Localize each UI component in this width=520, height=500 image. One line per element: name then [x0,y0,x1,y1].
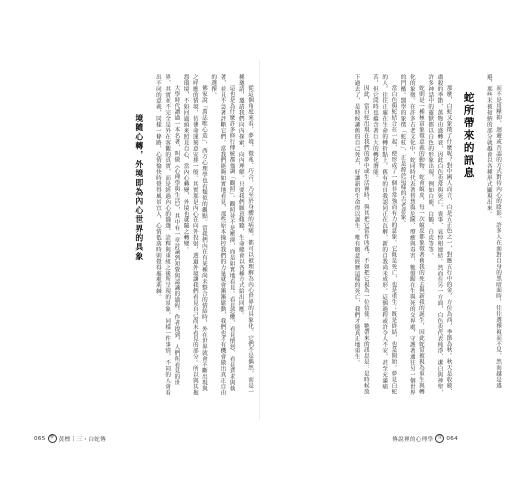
chapter-circle-icon: 參 [48,434,57,443]
left-page-text [18,74,254,396]
right-paragraph-2: 蛇則是一種極富象徵意義的動物。蛇會蛻皮，每一次蛻皮都象徵著舊我的死去與新我的誕生，因此蛇常被視為重生與轉化的象徵。在許多古老文化中，蛇同時代表著智慧與危險、療癒與毒害，牠盤踞在生與死的交界處，守護著通往另一個世界的門檻。醫學的象徵「蛇杖」，正是源於這樣的古老意象。 [399,74,424,396]
chapter-circle-icon: 壹 [435,434,444,443]
left-footer [34,434,106,443]
right-paragraph-3: 當白色與蛇結合在一起，便形成了一個非常強而有力的意象。它既是死亡，也是重生；既是終結，也是開始。夢見白蛇的人，往往正處在生命的轉折點上，舊有的自我認同正在瓦解，新的自我尚未成形。這個過程或許令人不安，甚至充滿痛苦，但它同時也蘊含著巨大的轉化潛能。 [371,74,397,395]
section-heading: 境隨心轉，外境即為內心世界的具象 [134,114,144,262]
right-intro-paragraph: 而不是用壓抑、迴避或否認的方式對待內心的陰影。許多人在面對自身的黑暗面時，往往選擇視而不見，然而越是逃避，那些未被接納的部分就越會以各種形式顯現出來。 [485,74,501,389]
left-paragraph-3: 佛家說「萬法唯心造」，西方心理學也有類似的觀點。當我們內在有某種尚未整合的情結時，外在世界就會不斷出現與之呼應的情境，彷彿命運刻意安排一般。其實那是內心在向外投射，透過外境讓我們看見自己尚未看見的部分。所以與其抱怨環境，不如回過頭來照見自心，當內心轉變，外境也就隨之轉變。 [182,74,207,396]
left-page-number: 065 [34,435,46,442]
left-paragraph-2: 這也是為什麼許多修行傳統都強調「觀照」。觀照並不是壓抑，而是如實地看見。看見恐懼、看見憤怒、看見貪求與執著，並且不急著評斷它們。當我們能夠如實地看見，那些原本操控我們的力量就會漸漸鬆動，我們也才有機會做出真正自由的選擇。 [210,74,235,396]
right-page-number: 064 [446,435,458,442]
chapter-heading: 蛇所帶來的訊息 [462,92,475,180]
left-paragraph-1: 從這個角度來看，夢境、徵兆、巧合，乃至於身體的病痛，都可以被理解為內心世界的具象化。它們不是偶然，而是一種邀請，邀請我們向內探索、向內理解。只要我們願意傾聽，生命總會以各種方式給出回應。 [237,74,253,395]
left-page [18,74,254,396]
left-running-subtitle: 三・白蛇傳 [76,436,107,443]
right-footer [392,434,458,443]
left-running-title: 黃標 [58,436,71,443]
right-paragraph-1: 那麼，白蛇又象徵了什麼呢？對中國人而言，白是五正色之一，對應五行中的金，方位為西，季節為秋。秋天是收斂、肅殺的季節，萬物由盛轉衰，因此白色也常與死亡、喪事、哀悼相連結。然而在另一方面，白色也代表純淨、潔白與神聖，許多神話中的靈獸都以白色的形象出現，例如白鹿、白鶴、白虎等等。 [427,74,452,396]
footer-separator: | [72,435,75,442]
right-page-text [272,74,502,396]
right-paragraph-4: 因此，當白蛇出現在我們的夢中或生活裡時，與其把它當作凶兆，不如把它視為一位信使。牠帶來的訊息是：是時候放下過去了，是時候讓舊的自己死去，好讓新的生命得以誕生。唯有願意經歷這樣的死亡，我們才能真正地重生。 [353,74,369,395]
page-gutter [259,60,260,420]
left-paragraph-4: 大學時代讀過一本名著，叫做《心理學與生活》，其中有一章討論到知覺與認識的過程。作者提到，人們所看見的世界，其實並不完全是外在客觀的真實，而是經過內心的篩選、詮釋與重組之後所呈現的景象。同樣一件事情，不同的人會看出不同的意義，同樣一條路，心情愉快時覺得風景宜人，心情低落時則覺得處處荊棘。 [154,74,180,396]
right-page [272,74,502,396]
right-running-title: 傳說裡的心理學 [392,436,434,443]
